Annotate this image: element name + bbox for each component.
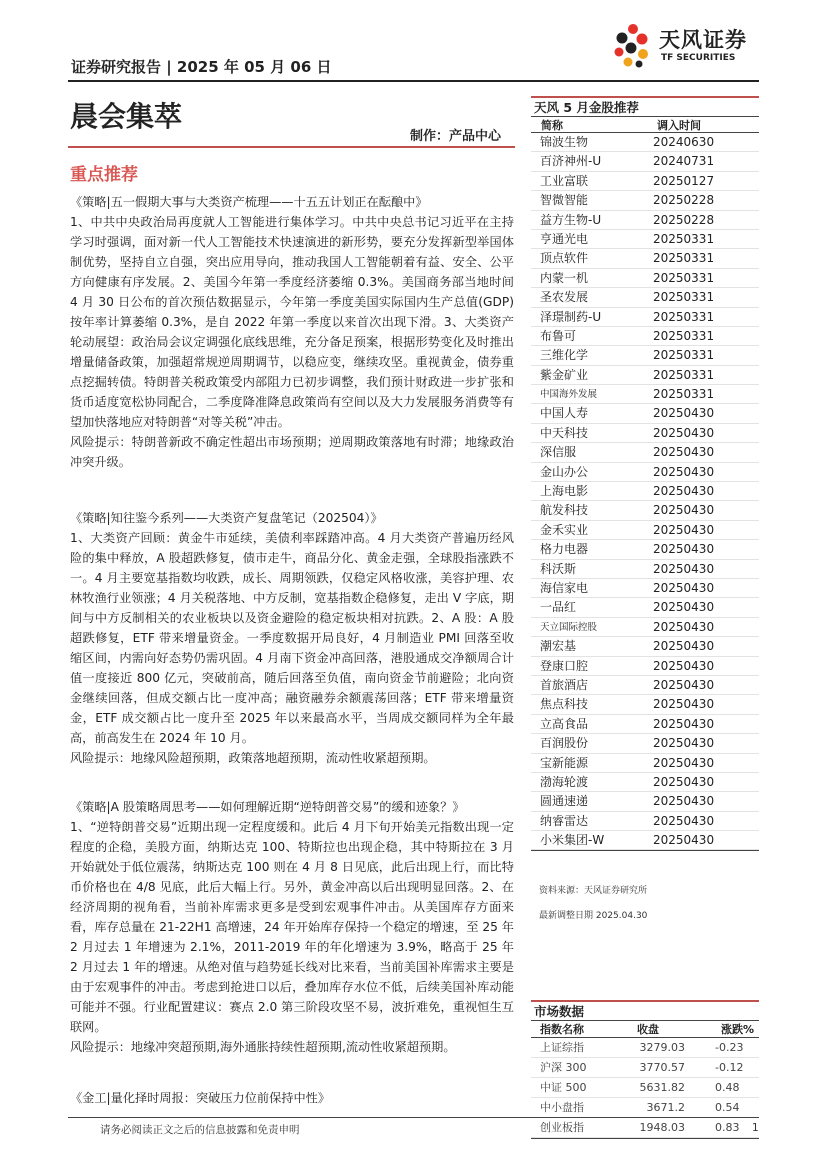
logo-en-text: TF SECURITIES <box>661 53 736 63</box>
article-risk: 风险提示：地缘风险超预期，政策落地超预期，流动性收紧超预期。 <box>70 751 436 765</box>
updated-note: 最新调整日期 2025.04.30 <box>539 911 648 921</box>
stock-name: 焦点科技 <box>540 697 589 712</box>
stock-name: 宝新能源 <box>540 755 589 770</box>
table-row <box>531 792 759 811</box>
stock-date: 20250331 <box>653 251 715 266</box>
table-row <box>531 211 759 230</box>
table-row <box>531 618 759 637</box>
table-row <box>531 424 759 443</box>
stock-name: 格力电器 <box>540 542 589 557</box>
article-risk: 风险提示：地缘冲突超预期,海外通胀持续性超预期,流动性收紧超预期。 <box>70 1040 456 1054</box>
stock-name: 圆通速递 <box>540 794 589 809</box>
market-data-panel <box>531 1000 759 1139</box>
table-row <box>531 695 759 714</box>
table-row <box>531 1098 759 1118</box>
table-row <box>531 501 759 520</box>
stock-date: 20250331 <box>653 328 715 343</box>
table-row <box>531 385 759 404</box>
stock-name: 纳睿雷达 <box>540 813 589 828</box>
col-index-header: 指数名称 <box>540 1023 584 1036</box>
stock-name: 中国人寿 <box>540 406 589 421</box>
stock-date: 20250430 <box>653 522 715 537</box>
stock-date: 20250430 <box>653 464 715 479</box>
table-row <box>531 463 759 482</box>
table-row <box>531 1118 759 1138</box>
article-title: 《策略|知往鉴今系列——大类资产复盘笔记（202504）》 <box>70 511 383 525</box>
table-row <box>531 560 759 579</box>
stock-date: 20240630 <box>653 135 715 149</box>
stock-date: 20250430 <box>653 833 715 848</box>
stock-name: 内蒙一机 <box>540 270 589 285</box>
stock-name: 天立国际控股 <box>540 621 598 633</box>
market-list <box>531 1038 759 1139</box>
stock-date: 20250331 <box>653 290 715 305</box>
stock-name: 三维化学 <box>540 348 589 363</box>
gold-stock-header <box>531 116 759 133</box>
stock-date: 20250331 <box>653 387 715 402</box>
index-close: 3770.57 <box>639 1061 685 1074</box>
gold-stock-panel <box>531 96 759 921</box>
page-number: 1 <box>752 1122 759 1134</box>
stock-name: 智微智能 <box>540 193 589 208</box>
logo-cn-text: 天风证券 <box>659 28 747 52</box>
table-row <box>531 191 759 210</box>
market-header <box>531 1020 759 1038</box>
table-row <box>531 812 759 831</box>
stock-name: 金禾实业 <box>540 522 589 537</box>
col-date-header: 调入时间 <box>657 119 701 132</box>
table-row <box>531 288 759 307</box>
stock-name: 百润股份 <box>540 736 589 751</box>
market-data-title: 市场数据 <box>531 1000 759 1020</box>
stock-name: 科沃斯 <box>540 561 577 576</box>
stock-date: 20250430 <box>653 503 715 518</box>
table-row <box>531 308 759 327</box>
table-row <box>531 579 759 598</box>
stock-date: 20250228 <box>653 212 715 227</box>
article-title: 《金工|量化择时周报：突破压力位前保持中性》 <box>70 1091 331 1105</box>
table-row <box>531 598 759 617</box>
index-change: -0.23 <box>715 1041 744 1054</box>
table-row <box>531 366 759 385</box>
stock-name: 深信服 <box>540 445 577 460</box>
index-close: 3671.2 <box>646 1101 685 1114</box>
stock-date: 20250430 <box>653 697 715 712</box>
stock-date: 20250430 <box>653 755 715 770</box>
table-row <box>531 637 759 656</box>
table-row <box>531 443 759 462</box>
article-risk: 风险提示：特朗普新政不确定性超出市场预期；逆周期政策落地有时滞；地缘政治冲突升级。 <box>70 435 514 469</box>
table-row <box>531 676 759 695</box>
table-row <box>531 521 759 540</box>
table-row <box>531 482 759 501</box>
table-row <box>531 773 759 792</box>
stock-date: 20250430 <box>653 813 715 828</box>
article-title: 《策略|五一假期大事与大类资产梳理——十五五计划正在酝酿中》 <box>70 195 428 209</box>
article-body: 1、大类资产回顾：黄金牛市延续，美债利率踩踏冲高。4 月大类资产普遍历经风险的集中释放，A 股超跌修复，债市走牛，商品分化、黄金走强，全球股指涨跌不一。4 月主要宽基指数均收跌，成长、周期领跌，仅稳定风格收涨，美容护理、农林牧渔行业领涨；4 月关税落地、中方反制，宽基指数企稳修复，走出 V 字底，期间与中方反制相关的农业板块以及资金避险的稳定板块相对抗跌。2、A 股：A 股超跌修复，ETF 带来增量资金。一季度数据开局良好，4 月制造业 PMI 回落至收缩区间，内需向好态势仍需巩固。4 月南下资金冲高回落，港股通成交净额周合计值一度接近 800 亿元，突破前高，随后回落至负值，南向资金节前避险；北向资金继续回落，但成交额占比一度冲高；融资融券余额震荡回落；ETF 带来增量资金，ETF 成交额占比一度升至 2025 年以来最高水平，当周成交额同样为全年最高，前高发生在 2024 年 10 月。 <box>70 531 514 745</box>
stock-date: 20250331 <box>653 231 715 246</box>
index-change: 0.83 <box>715 1121 740 1134</box>
stock-date: 20250430 <box>653 716 715 731</box>
table-row <box>531 1058 759 1078</box>
stock-name: 渤海轮渡 <box>540 774 589 789</box>
gold-stock-title: 天风 5 月金股推荐 <box>531 96 759 116</box>
stock-date: 20250430 <box>653 484 715 499</box>
stock-name: 益方生物-U <box>540 212 602 227</box>
stock-name: 泽璟制药-U <box>540 309 602 324</box>
stock-date: 20250430 <box>653 445 715 460</box>
disclaimer: 请务必阅读正文之后的信息披露和免责申明 <box>100 1124 300 1136</box>
header-divider <box>68 80 759 82</box>
index-name: 中小盘指 <box>540 1101 584 1114</box>
stock-date: 20240731 <box>653 154 715 169</box>
logo-icon <box>611 22 655 68</box>
stock-date: 20250430 <box>653 677 715 692</box>
table-row <box>531 230 759 249</box>
source-note: 资料来源：天风证券研究所 <box>539 886 648 896</box>
table-row <box>531 152 759 171</box>
article-title: 《策略|A 股策略周思考——如何理解近期“逆特朗普交易”的缓和迹象？》 <box>70 800 465 814</box>
stock-name: 小米集团-W <box>540 833 605 848</box>
stock-name: 首旅酒店 <box>540 677 589 692</box>
page-title: 晨会集萃 <box>70 100 183 133</box>
table-row <box>531 249 759 268</box>
stock-date: 20250430 <box>653 774 715 789</box>
table-row <box>531 1038 759 1058</box>
stock-date: 20250430 <box>653 736 715 751</box>
stock-date: 20250127 <box>653 173 715 188</box>
stock-date: 20250430 <box>653 561 715 576</box>
stock-date: 20250430 <box>653 425 715 440</box>
stock-name: 布鲁可 <box>540 328 577 343</box>
footer-divider <box>68 1117 759 1118</box>
stock-name: 登康口腔 <box>540 658 589 673</box>
article-body: 1、中共中央政治局再度就人工智能进行集体学习。中共中央总书记习近平在主持学习时强调，面对新一代人工智能技术快速演进的新形势，要充分发挥新型举国体制优势，坚持自立自强，突出应用导向，推动我国人工智能朝着有益、安全、公平方向健康有序发展。2、美国今年第一季度经济萎缩 0.3%。美国商务部当地时间 4 月 30 日公布的首次预估数据显示，今年第一季度美国实际国内生产总值(GDP)按年率计算萎缩 0.3%，是自 2022 年第一季度以来首次出现下滑。3、大类资产轮动展望：政治局会议定调强化底线思维，充分备足预案，根据形势变化及时推出增量储备政策，加强超常规逆周期调节，以稳应变，继续攻坚。重视黄金，债券重点挖掘转债。特朗普关税政策受内部阻力已初步调整，我们预计财政进一步扩张和货币适度宽松协同配合，二季度降准降息政策尚有空间以及大力发展服务消费等有望加快落地应对特朗普“对等关税”冲击。 <box>70 215 514 429</box>
stock-name: 海信家电 <box>540 580 589 595</box>
stock-name: 中国海外发展 <box>540 389 598 401</box>
table-row <box>531 540 759 559</box>
stock-date: 20250430 <box>653 406 715 421</box>
index-close: 1948.03 <box>639 1121 685 1134</box>
table-row <box>531 327 759 346</box>
article-2 <box>70 508 514 768</box>
stock-name: 航发科技 <box>540 503 589 518</box>
producer-label: 制作：产品中心 <box>410 129 502 144</box>
stock-date: 20250430 <box>653 639 715 654</box>
stock-date: 20250331 <box>653 309 715 324</box>
index-name: 沪深 300 <box>540 1061 587 1074</box>
stock-date: 20250430 <box>653 580 715 595</box>
stock-date: 20250331 <box>653 348 715 363</box>
stock-name: 工业富联 <box>540 173 589 188</box>
col-change-header: 涨跌% <box>721 1023 755 1036</box>
stock-date: 20250430 <box>653 794 715 809</box>
index-change: 0.54 <box>715 1101 740 1114</box>
stock-name: 紫金矿业 <box>540 367 589 382</box>
table-row <box>531 1078 759 1098</box>
stock-name: 潮宏基 <box>540 639 577 654</box>
index-close: 5631.82 <box>639 1081 685 1094</box>
company-logo <box>611 22 761 70</box>
table-row <box>531 133 759 152</box>
article-3 <box>70 797 514 1057</box>
article-4 <box>70 1088 514 1108</box>
index-name: 上证综指 <box>540 1041 584 1054</box>
table-row <box>531 346 759 365</box>
gold-stock-list <box>531 133 759 851</box>
stock-name: 一品红 <box>540 600 577 615</box>
col-name-header: 简称 <box>541 119 563 132</box>
title-divider <box>68 146 515 148</box>
stock-date: 20250228 <box>653 193 715 208</box>
stock-name: 百济神州-U <box>540 154 602 169</box>
stock-date: 20250430 <box>653 542 715 557</box>
index-close: 3279.03 <box>639 1041 685 1054</box>
table-row <box>531 831 759 850</box>
section-heading: 重点推荐 <box>70 165 138 185</box>
article-1 <box>70 192 514 472</box>
col-close-header: 收盘 <box>637 1023 659 1036</box>
table-row <box>531 657 759 676</box>
index-name: 创业板指 <box>540 1121 584 1134</box>
article-body: 1、“逆特朗普交易”近期出现一定程度缓和。此后 4 月下旬开始美元指数出现一定程度的企稳，美股方面，纳斯达克 100、特斯拉也出现企稳，其中特斯拉在 3 月开始就处于低位震荡，纳斯达克 100 则在 4 月 8 日见底，此后出现上行，而比特币价格也在 4/8 见底，此后大幅上行。另外，黄金冲高以后出现明显回落。2、在经济周期的视角看，当前补库需求更多是受到宏观事件冲击。从美国库存方面来看，库存总量在 21-22H1 高增速，24 年开始库存保持一个稳定的增速，至 25 年 2 月过去 1 年增速为 2.1%，2011-2019 年的年化增速为 3.9%，略高于 25 年 2 月过去 1 年的增速。从绝对值与趋势延长线对比来看，当前美国补库需求主要是由于宏观事件的冲击。考虑到抢进口以后，叠加库存水位不低，后续美国补库动能可能并不强。行业配置建议：赛点 2.0 第三阶段攻坚不易，波折难免，重视恒生互联网。 <box>70 820 514 1034</box>
stock-name: 上海电影 <box>540 484 589 499</box>
table-row <box>531 754 759 773</box>
stock-name: 圣农发展 <box>540 290 589 305</box>
index-change: 0.48 <box>715 1081 740 1094</box>
index-change: -0.12 <box>715 1061 744 1074</box>
stock-date: 20250430 <box>653 600 715 615</box>
stock-name: 立高食品 <box>540 716 589 731</box>
index-name: 中证 500 <box>540 1081 587 1094</box>
stock-date: 20250430 <box>653 658 715 673</box>
table-row <box>531 734 759 753</box>
stock-date: 20250430 <box>653 619 715 634</box>
stock-date: 20250331 <box>653 367 715 382</box>
stock-name: 顶点软件 <box>540 251 589 266</box>
stock-name: 锦波生物 <box>540 135 589 149</box>
table-row <box>531 404 759 423</box>
stock-name: 金山办公 <box>540 464 589 479</box>
stock-date: 20250331 <box>653 270 715 285</box>
stock-name: 中天科技 <box>540 425 589 440</box>
report-type-date: 证券研究报告 | 2025 年 05 月 06 日 <box>71 58 332 76</box>
table-row <box>531 269 759 288</box>
table-row <box>531 172 759 191</box>
stock-name: 亨通光电 <box>540 231 589 246</box>
table-row <box>531 715 759 734</box>
